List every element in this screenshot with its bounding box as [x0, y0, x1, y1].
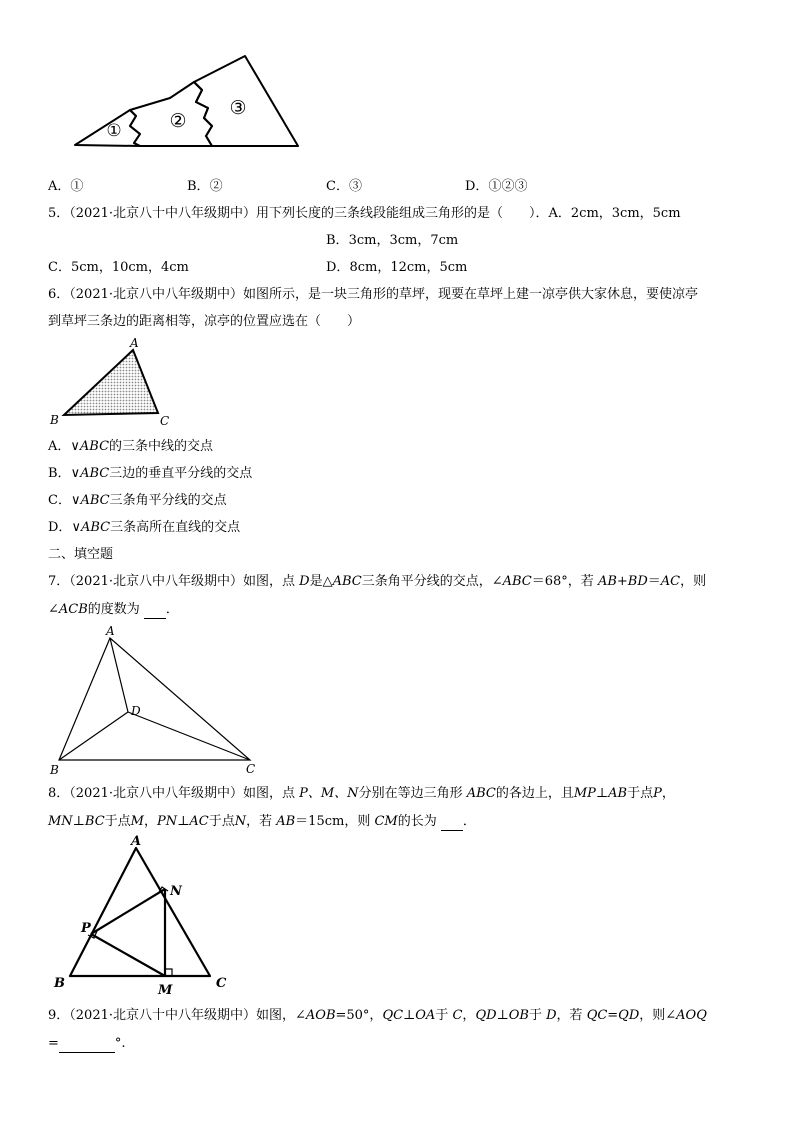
- q9-stem-line1: 9．（2021·北京八十中八年级期中）如图，∠AOB=50°，QC⊥OA于 C，QD⊥OB于 D，若 QC=QD，则∠AOQ: [48, 1008, 707, 1023]
- q4-option-a[interactable]: A．①: [48, 179, 84, 194]
- q4-option-c[interactable]: C．③: [326, 179, 362, 194]
- q6-stem-line2: 到草坪三条边的距离相等，凉亭的位置应选在（ ）: [48, 314, 361, 329]
- q6-option-a[interactable]: A．∨ABC的三条中线的交点: [48, 439, 214, 454]
- label-n: N: [170, 884, 182, 899]
- q5-option-d[interactable]: D．8cm，12cm，5cm: [326, 260, 468, 275]
- label-c: C: [160, 414, 170, 428]
- q8-equilateral-figure: [44, 836, 244, 1000]
- triangle-abc: [70, 848, 210, 976]
- label-b: B: [54, 976, 65, 991]
- label-c: C: [246, 762, 256, 776]
- label-m: M: [158, 983, 173, 998]
- broken-triangle-figure: [70, 54, 310, 154]
- q4-option-b[interactable]: B．②: [187, 179, 223, 194]
- label-a: A: [106, 624, 115, 638]
- triangle-abc: [59, 638, 250, 760]
- q9-stem-line2: = °.: [48, 1036, 126, 1051]
- q7-triangle-figure: [44, 624, 270, 778]
- q6-option-b[interactable]: B．∨ABC三边的垂直平分线的交点: [48, 466, 253, 481]
- q6-stem-line1: 6．（2021·北京八中八年级期中）如图所示，是一块三角形的草坪，现要在草坪上建一凉亭供大家休息，要使凉亭: [48, 287, 698, 302]
- q5-stem: 5．（2021·北京八十中八年级期中）用下列长度的三条线段能组成三角形的是（ ）．A．2cm，3cm，5cm: [48, 206, 681, 221]
- label-a: A: [131, 834, 142, 849]
- q5-option-c[interactable]: C．5cm，10cm，4cm: [48, 260, 189, 275]
- q8-answer-blank[interactable]: [441, 812, 463, 831]
- q6-option-c[interactable]: C．∨ABC三条角平分线的交点: [48, 493, 227, 508]
- q7-stem-line1: 7．（2021·北京八中八年级期中）如图，点 D是△ABC三条角平分线的交点，∠ABC＝68°，若 AB+BD＝AC，则: [48, 574, 707, 589]
- q5-option-b[interactable]: B．3cm，3cm，7cm: [326, 233, 459, 248]
- label-c: C: [216, 976, 227, 991]
- piece-label-1: ①: [106, 121, 122, 141]
- q9-answer-blank[interactable]: [59, 1034, 115, 1053]
- segment-ad: [110, 638, 128, 712]
- q7-answer-blank[interactable]: [144, 600, 166, 619]
- q6-option-d[interactable]: D．∨ABC三条高所在直线的交点: [48, 520, 241, 535]
- segment-pm: [91, 934, 165, 976]
- lawn-triangle: [64, 350, 158, 415]
- label-d: D: [131, 704, 141, 718]
- label-p: P: [81, 921, 91, 936]
- label-b: B: [50, 413, 59, 427]
- section-title-fill-in: 二、填空题: [48, 547, 114, 562]
- label-b: B: [50, 763, 59, 777]
- q8-stem-line2: MN⊥BC于点M，PN⊥AC于点N，若 AB＝15cm，则 CM的长为 ．: [48, 814, 476, 829]
- q7-stem-line2: ∠ACB的度数为 ．: [48, 602, 179, 617]
- lawn-triangle-figure: [44, 336, 194, 432]
- q8-stem-line1: 8．（2021·北京八中八年级期中）如图，点 P、M、N分别在等边三角形 ABC的各边上，且MP⊥AB于点P，: [48, 786, 675, 801]
- label-a: A: [130, 336, 139, 350]
- q5-option-a[interactable]: A．2cm，3cm，5cm: [548, 206, 681, 221]
- piece-label-3: ③: [229, 97, 247, 119]
- piece-label-2: ②: [169, 110, 187, 132]
- q4-option-d[interactable]: D．①②③: [465, 179, 528, 194]
- segment-cd: [128, 712, 250, 760]
